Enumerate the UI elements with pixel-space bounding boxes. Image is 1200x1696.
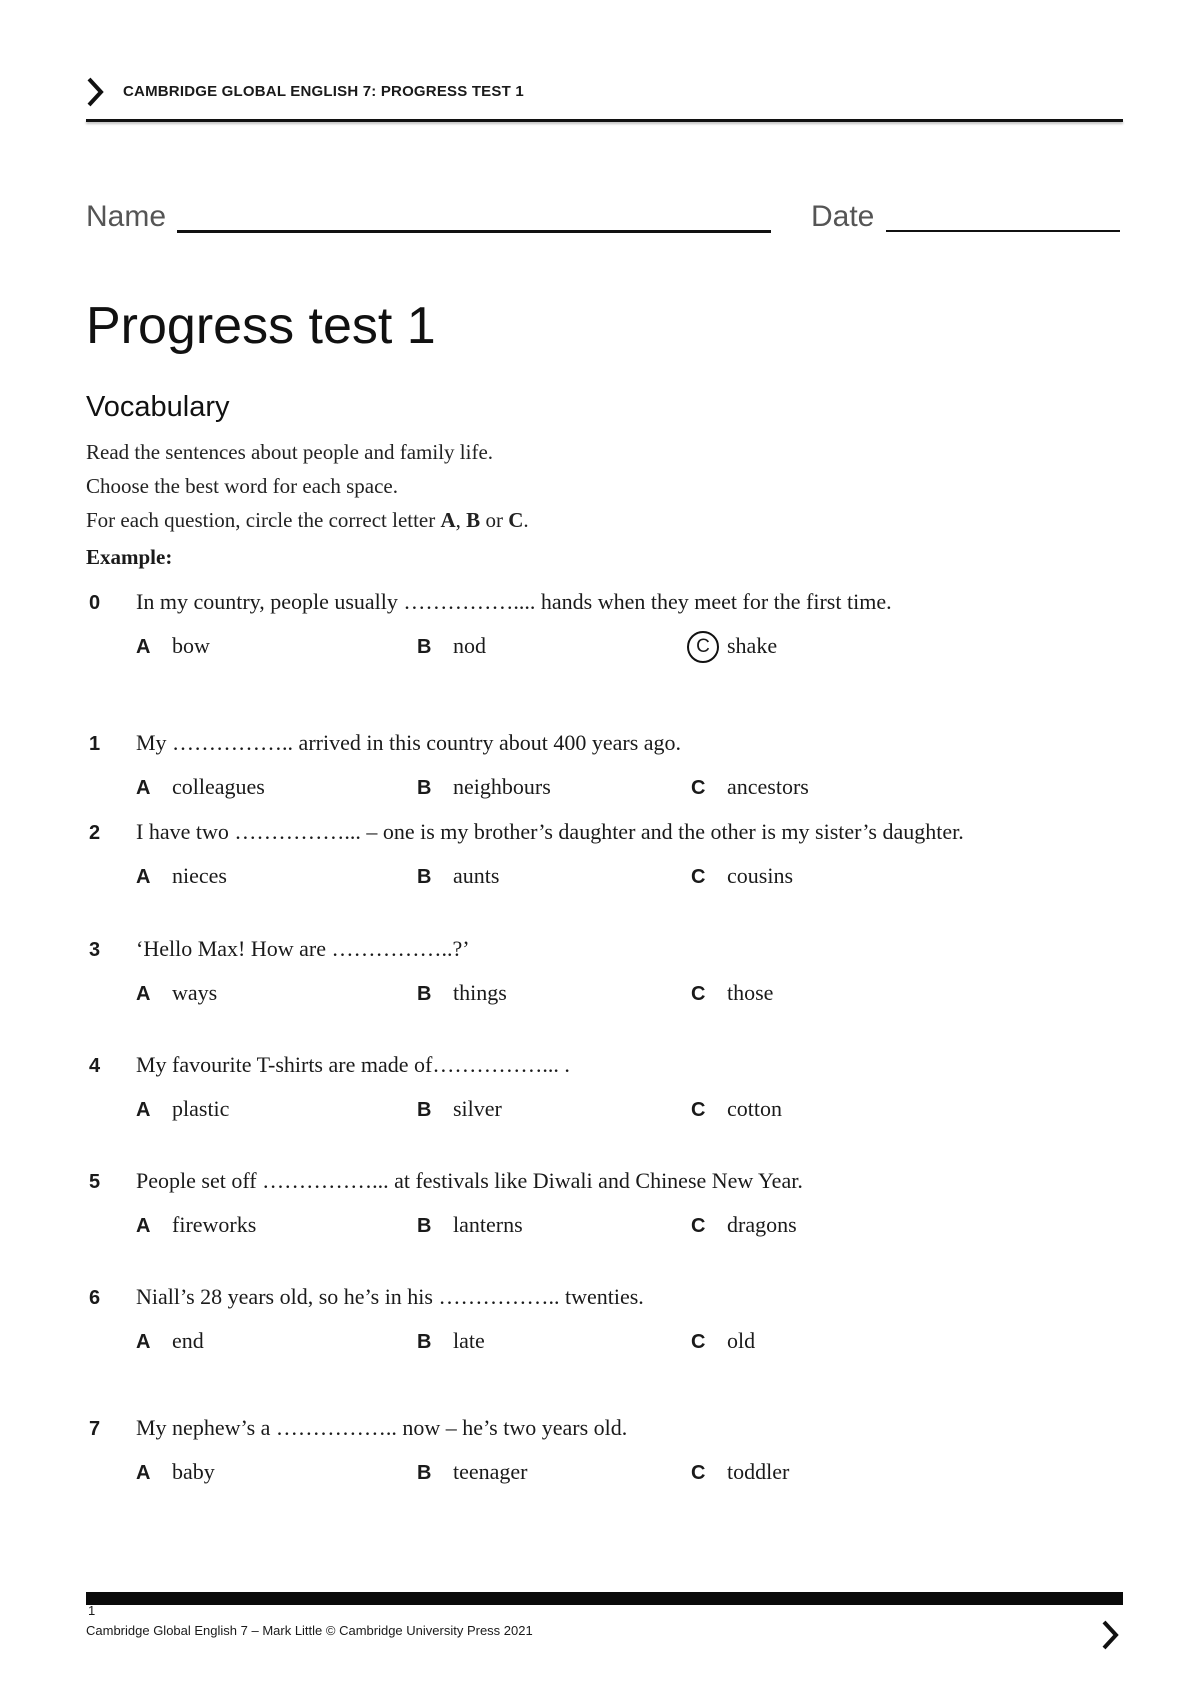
option-letter: A <box>136 777 151 799</box>
option-word: those <box>727 980 774 1005</box>
question-number: 1 <box>89 733 101 755</box>
footer-divider <box>86 1592 1123 1605</box>
option-letter: B <box>417 777 432 799</box>
option-word: ancestors <box>727 774 809 799</box>
option-letter: B <box>417 1331 432 1353</box>
option-word: colleagues <box>172 774 265 799</box>
option-word: fireworks <box>172 1212 257 1237</box>
option-word: silver <box>453 1096 502 1121</box>
option-letter: B <box>417 636 432 658</box>
letter-c: C <box>508 508 524 532</box>
option-word: nieces <box>172 863 227 888</box>
option-word: aunts <box>453 863 500 888</box>
question-5 <box>86 1168 1126 1258</box>
option-letter: C <box>691 1331 706 1353</box>
option-word: teenager <box>453 1459 528 1484</box>
option-word: neighbours <box>453 774 551 799</box>
section-title: Vocabulary <box>86 391 230 423</box>
option-letter: C <box>691 983 706 1005</box>
date-label: Date <box>811 200 875 233</box>
option-word: end <box>172 1328 204 1353</box>
name-label: Name <box>86 200 167 233</box>
date-field[interactable] <box>886 230 1120 232</box>
question-number: 6 <box>89 1287 101 1309</box>
option-word: nod <box>453 633 486 658</box>
question-text: My …………….. arrived in this country about 400 years ago. <box>136 730 682 755</box>
separator: or <box>480 508 509 532</box>
option-letter: C <box>691 1462 706 1484</box>
question-text: ‘Hello Max! How are ……………..?’ <box>136 936 470 961</box>
question-number: 3 <box>89 939 101 961</box>
letter-b: B <box>466 508 481 532</box>
option-letter: B <box>417 866 432 888</box>
option-word: lanterns <box>453 1212 523 1237</box>
option-letter: B <box>417 1099 432 1121</box>
option-word: toddler <box>727 1459 790 1484</box>
option-letter: A <box>136 983 151 1005</box>
question-6 <box>86 1284 1126 1374</box>
instruction-line: Read the sentences about people and family life. <box>86 440 494 464</box>
option-letter: B <box>417 1215 432 1237</box>
question-4 <box>86 1052 1126 1142</box>
option-word: shake <box>727 633 778 658</box>
option-letter: A <box>136 636 151 658</box>
option-word: ways <box>172 980 218 1005</box>
question-text: In my country, people usually …………….... hands when they meet for the first time. <box>136 589 892 614</box>
question-number: 2 <box>89 822 101 844</box>
option-letter: B <box>417 983 432 1005</box>
question-2 <box>86 819 1126 909</box>
question-number: 0 <box>89 592 101 614</box>
option-letter: C <box>691 866 706 888</box>
question-text: People set off ……………... at festivals like Diwali and Chinese New Year. <box>136 1168 803 1193</box>
question-text: I have two ……………... – one is my brother’s daughter and the other is my sister’s daughter. <box>136 819 964 844</box>
option-word: bow <box>172 633 210 658</box>
instruction-end: . <box>523 508 529 532</box>
name-field[interactable] <box>177 230 771 233</box>
circled-answer-c: C <box>687 631 719 663</box>
option-letter: C <box>691 1215 706 1237</box>
question-0 <box>86 589 1126 679</box>
option-word: things <box>453 980 507 1005</box>
option-letter: A <box>136 1215 151 1237</box>
option-word: late <box>453 1328 485 1353</box>
question-text: My favourite T-shirts are made of……………... . <box>136 1052 570 1077</box>
option-word: plastic <box>172 1096 230 1121</box>
option-letter: A <box>136 866 151 888</box>
option-letter: C <box>691 1099 706 1121</box>
question-text: Niall’s 28 years old, so he’s in his …………….. twenties. <box>136 1284 644 1309</box>
instruction-line: Choose the best word for each space. <box>86 474 398 498</box>
option-letter: A <box>136 1099 151 1121</box>
question-number: 5 <box>89 1171 101 1193</box>
footer-copyright: Cambridge Global English 7 – Mark Little © Cambridge University Press 2021 <box>86 1623 533 1638</box>
option-letter: C <box>691 777 706 799</box>
question-1 <box>86 730 1126 820</box>
header-title: CAMBRIDGE GLOBAL ENGLISH 7: PROGRESS TEST 1 <box>123 83 524 100</box>
separator: , <box>455 508 467 532</box>
question-text: My nephew’s a …………….. now – he’s two years old. <box>136 1415 628 1440</box>
option-word: cotton <box>727 1096 782 1121</box>
instruction-line <box>86 508 529 533</box>
header-divider <box>86 119 1123 122</box>
option-word: old <box>727 1328 756 1353</box>
question-number: 4 <box>89 1055 101 1077</box>
question-3 <box>86 936 1126 1026</box>
option-letter: B <box>417 1462 432 1484</box>
question-number: 7 <box>89 1418 101 1440</box>
example-label: Example: <box>86 545 173 569</box>
chevron-right-icon[interactable] <box>1099 1619 1121 1651</box>
option-word: dragons <box>727 1212 797 1237</box>
page-title: Progress test 1 <box>86 297 436 355</box>
letter-a: A <box>440 508 456 532</box>
instruction-text: For each question, circle the correct letter <box>86 508 441 532</box>
option-letter: A <box>136 1462 151 1484</box>
option-word: cousins <box>727 863 793 888</box>
chevron-right-icon <box>84 76 106 108</box>
page-number: 1 <box>88 1603 96 1618</box>
option-word: baby <box>172 1459 215 1484</box>
option-letter: A <box>136 1331 151 1353</box>
question-7 <box>86 1415 1126 1505</box>
